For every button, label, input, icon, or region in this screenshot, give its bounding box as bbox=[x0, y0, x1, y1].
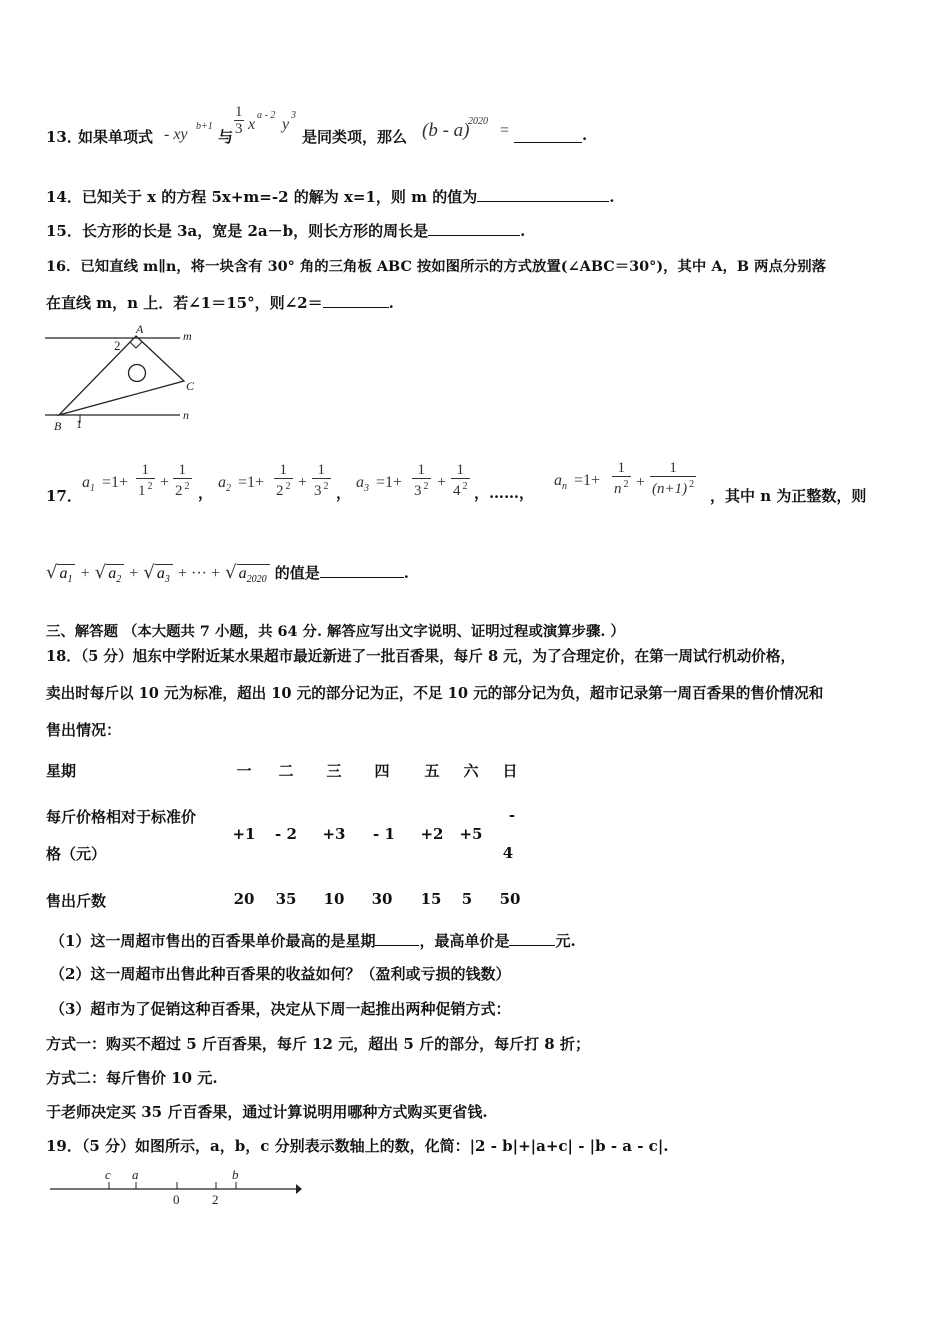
sold-cell: 15 bbox=[420, 890, 442, 908]
label-c: c bbox=[105, 1167, 111, 1182]
q17-a2: $a_2$ bbox=[218, 474, 231, 495]
q17-sqrt-a2: $a_2$ bbox=[106, 564, 124, 585]
q17-an-eq: =1+ bbox=[574, 472, 601, 489]
q16-line-1: 16．已知直线 m∥n，将一块含有 30° 角的三角板 ABC 按如图所示的方式放置(∠ABC＝30°)，其中 A，B 两点分别落 bbox=[46, 258, 827, 275]
q17-comma-1: ， bbox=[198, 484, 214, 502]
price-label-2: 格（元） bbox=[46, 845, 107, 863]
sold-cell: 20 bbox=[233, 890, 255, 908]
q15-answer-blank bbox=[428, 221, 520, 236]
day-cell: 三 bbox=[326, 762, 342, 780]
label-two: 2 bbox=[212, 1192, 219, 1207]
q18-sub-3: （3）超市为了促销这种百香果，决定从下周一起推出两种促销方式： bbox=[50, 1000, 511, 1018]
price-cell: +5 bbox=[459, 825, 483, 843]
section-3-heading: 三、解答题 （本大题共 7 小题，共 64 分. 解答应写出文字说明、证明过程或演算步骤. ） bbox=[46, 623, 625, 640]
q13-text-3: 是同类项，那么 bbox=[302, 128, 408, 146]
sold-cell: 50 bbox=[499, 890, 521, 908]
q16-line-2-text: 在直线 m，n 上．若∠1＝15°，则∠2＝ bbox=[46, 294, 323, 312]
q13-equals: = bbox=[500, 122, 510, 139]
q13-exp-y: 3 bbox=[291, 110, 296, 121]
q17-dots: ，……， bbox=[474, 484, 535, 502]
q17-a3-frac1: $\frac{1}{3 ^2}$ bbox=[414, 462, 429, 499]
label-a: A bbox=[136, 322, 144, 336]
q17-sqrt-a3: $a_3$ bbox=[155, 564, 173, 585]
label-n: n bbox=[183, 408, 189, 422]
day-cell: 一 bbox=[236, 762, 252, 780]
q18-line-2: 卖出时每斤以 10 元为标准，超出 10 元的部分记为正，不足 10 元的部分记为负，超市记录第一周百香果的售价情况和 bbox=[46, 685, 824, 702]
day-cell: 六 bbox=[463, 762, 479, 780]
price-cell: - bbox=[508, 806, 516, 824]
q17-a2-eq: =1+ bbox=[238, 474, 265, 491]
day-cell: 四 bbox=[374, 762, 390, 780]
q18-ask: 于老师决定买 35 斤百香果，通过计算说明用哪种方式购买更省钱. bbox=[46, 1103, 488, 1121]
q13-base-x: x bbox=[248, 116, 256, 133]
q17-plus-n: + bbox=[636, 474, 646, 491]
sold-cell: 5 bbox=[461, 890, 473, 908]
question-15 bbox=[46, 220, 525, 241]
sold-cell: 10 bbox=[323, 890, 345, 908]
q18-way-1: 方式一：购买不超过 5 斤百香果，每斤 12 元，超出 5 斤的部分，每斤打 8 折； bbox=[46, 1035, 590, 1053]
price-cell: - 2 bbox=[275, 825, 297, 843]
label-1: 1 bbox=[76, 417, 82, 431]
q17-a3-eq: =1+ bbox=[376, 474, 403, 491]
label-zero: 0 bbox=[173, 1192, 180, 1207]
price-cell-last-value: 4 bbox=[502, 844, 514, 862]
q18-line-1: 18．（5 分）旭东中学附近某水果超市最近新进了一批百香果，每斤 8 元，为了合理定价，在第一周试行机动价格， bbox=[46, 648, 796, 665]
q13-exp-x: a - 2 bbox=[257, 110, 276, 121]
q18-way-2: 方式二：每斤售价 10 元. bbox=[46, 1069, 218, 1087]
q17-period: . bbox=[403, 564, 409, 582]
q13-fraction bbox=[234, 104, 244, 137]
q17-sqrt-a2020: $a_{2020}$ bbox=[237, 564, 270, 585]
triangle-abc bbox=[59, 336, 184, 415]
q17-sum-line: √ $a_1$ + √ $a_2$ + √ $a_3$ + ··· + √ $a_{2020}$ 的值是 . bbox=[46, 562, 409, 586]
question-13 bbox=[46, 104, 646, 154]
q16-period: . bbox=[388, 294, 394, 312]
q19-number-line bbox=[44, 1162, 306, 1210]
q18-line-3: 售出情况： bbox=[46, 721, 122, 739]
q17-sum-dots: + ··· + bbox=[177, 565, 221, 582]
right-angle-mark bbox=[130, 342, 142, 348]
q13-expression-2: (b - a) bbox=[422, 120, 470, 141]
q13-fraction-den: 3 bbox=[235, 121, 243, 137]
q15-period: . bbox=[520, 222, 526, 240]
day-cell: 五 bbox=[424, 762, 440, 780]
label-m: m bbox=[183, 329, 192, 343]
q13-monomial-1: - xy bbox=[164, 126, 188, 143]
q18-sub1-blank-day bbox=[375, 931, 419, 946]
sold-cell: 35 bbox=[275, 890, 297, 908]
q14-text: 14．已知关于 x 的方程 5x+m=-2 的解为 x=1，则 m 的值为 bbox=[46, 188, 478, 206]
q14-answer-blank bbox=[477, 187, 609, 202]
q13-base-y: y bbox=[282, 116, 290, 133]
label-a: a bbox=[132, 1167, 139, 1182]
triangle-hole bbox=[129, 365, 146, 382]
q13-period: . bbox=[582, 126, 588, 144]
label-c: C bbox=[186, 379, 195, 393]
q17-a2-frac1: $\frac{1}{2 ^2}$ bbox=[276, 462, 291, 499]
q17-a1-eq: =1+ bbox=[102, 474, 129, 491]
sold-label: 售出斤数 bbox=[46, 892, 107, 910]
q13-answer-blank bbox=[514, 128, 582, 143]
q16-answer-blank bbox=[323, 293, 389, 308]
question-17 bbox=[46, 460, 926, 520]
q17-an: $a_n$ bbox=[554, 472, 567, 493]
price-label-1: 每斤价格相对于标准价 bbox=[46, 808, 197, 826]
q13-text-1: 如果单项式 bbox=[78, 128, 154, 146]
q17-sqrt-a1: $a_1$ bbox=[57, 564, 75, 585]
label-2: 2 bbox=[114, 338, 121, 353]
q17-answer-blank bbox=[320, 563, 404, 578]
price-cell: +2 bbox=[420, 825, 444, 843]
q17-an-frac1: $\frac{1}{n ^2}$ bbox=[614, 460, 629, 497]
q17-a3: $a_3$ bbox=[356, 474, 369, 495]
day-cell: 日 bbox=[502, 762, 518, 780]
label-b: B bbox=[54, 419, 62, 433]
table-header-label: 星期 bbox=[46, 762, 77, 780]
q18-sub-1: （1）这一周超市售出的百香果单价最高的是星期 ，最高单价是 元. bbox=[50, 932, 576, 950]
q13-number: 13． bbox=[46, 128, 82, 146]
label-b: b bbox=[232, 1167, 239, 1182]
q17-a1: $a_1$ bbox=[82, 474, 95, 495]
q17-tail-2: 的值是 bbox=[274, 564, 320, 582]
q15-text: 15．长方形的长是 3a，宽是 2a－b，则长方形的周长是 bbox=[46, 222, 429, 240]
q17-plus-1: + bbox=[160, 474, 170, 491]
q16-triangle-figure bbox=[40, 322, 210, 434]
day-cell: 二 bbox=[278, 762, 294, 780]
q19-text: 19．（5 分）如图所示，a，b，c 分别表示数轴上的数，化简：|2 - b|+|a+c| - |b - a - c|. bbox=[46, 1137, 669, 1155]
q17-a3-frac2: $\frac{1}{4 ^2}$ bbox=[453, 462, 468, 499]
q17-a1-frac1: $\frac{1}{1 ^2}$ bbox=[138, 462, 153, 499]
q18-sub-2: （2）这一周超市出售此种百香果的收益如何？（盈利或亏损的钱数） bbox=[50, 965, 511, 983]
q14-period: . bbox=[609, 188, 615, 206]
price-cell: +3 bbox=[322, 825, 346, 843]
price-cell: - 1 bbox=[373, 825, 395, 843]
q13-fraction-num: 1 bbox=[235, 104, 243, 120]
axis-arrow bbox=[296, 1184, 302, 1194]
q17-number: 17． bbox=[46, 487, 82, 505]
q13-exponent-1: b+1 bbox=[196, 121, 213, 132]
price-cell: +1 bbox=[232, 825, 256, 843]
q13-text-2: 与 bbox=[218, 128, 234, 146]
q17-a1-frac2: $\frac{1}{2 ^2}$ bbox=[175, 462, 190, 499]
q17-comma-2: ， bbox=[336, 484, 352, 502]
sold-cell: 30 bbox=[371, 890, 393, 908]
q13-exponent-2: 2020 bbox=[468, 116, 488, 127]
q17-an-frac2: $\frac{1}{(n+1) ^2}$ bbox=[652, 460, 695, 497]
q17-plus-3: + bbox=[437, 474, 447, 491]
q18-sub1-blank-price bbox=[509, 931, 555, 946]
q17-plus-2: + bbox=[298, 474, 308, 491]
q17-a2-frac2: $\frac{1}{3 ^2}$ bbox=[314, 462, 329, 499]
q16-line-2 bbox=[46, 292, 394, 313]
question-14 bbox=[46, 186, 614, 207]
q17-tail: ，其中 n 为正整数，则 bbox=[710, 487, 867, 505]
